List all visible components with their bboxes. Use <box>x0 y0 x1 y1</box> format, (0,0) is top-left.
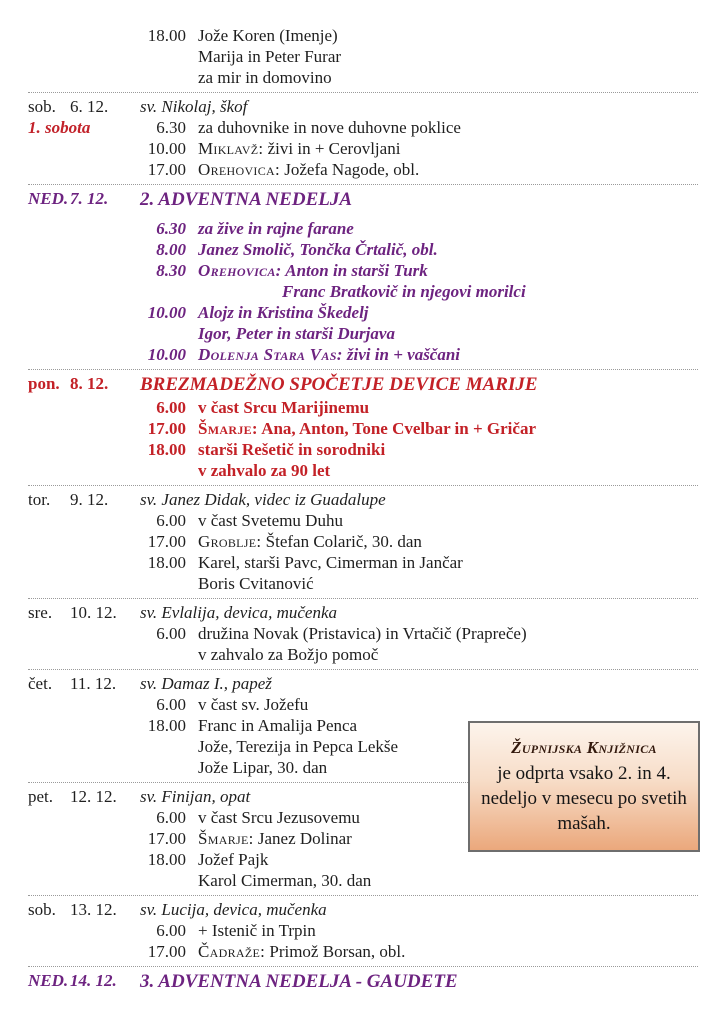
mass-text-wrap <box>198 849 268 870</box>
mass-text-wrap <box>198 941 405 962</box>
mass-text: za duhovnike in nove duhovne poklice <box>198 118 461 137</box>
mass-time: 8.30 <box>156 261 186 280</box>
mass-time: 6.00 <box>156 921 186 940</box>
mass-line <box>140 46 698 67</box>
mass-time: 17.00 <box>147 829 186 848</box>
mass-time: 10.00 <box>147 345 186 364</box>
mass-schedule <box>28 22 698 1004</box>
section-content <box>140 489 698 594</box>
section-day-column <box>28 970 140 1000</box>
mass-text-wrap <box>198 552 463 573</box>
mass-line <box>140 323 698 344</box>
mass-text-wrap <box>198 623 527 644</box>
mass-time: 17.00 <box>147 942 186 961</box>
mass-time: 17.00 <box>147 160 186 179</box>
day-label: sob. <box>28 97 56 116</box>
day-label: sob. <box>28 900 56 919</box>
schedule-section <box>28 369 698 485</box>
mass-text-wrap <box>198 239 438 260</box>
mass-line <box>140 159 698 180</box>
schedule-section <box>28 22 698 92</box>
mass-line <box>140 694 698 715</box>
mass-time <box>140 67 186 88</box>
date-label: 9. 12. <box>70 490 109 509</box>
feast-title: sv. Lucija, devica, mučenka <box>140 900 327 919</box>
feast-title: BREZMADEŽNO SPOČETJE DEVICE MARIJE <box>140 374 538 395</box>
feast-title: 2. ADVENTNA NEDELJA <box>140 189 353 210</box>
date-label: 12. 12. <box>70 787 117 806</box>
mass-time <box>140 736 186 757</box>
day-label: čet. <box>28 674 53 693</box>
day-label: sre. <box>28 603 53 622</box>
mass-text: za žive in rajne farane <box>198 219 354 238</box>
mass-line <box>140 344 698 365</box>
mass-text-wrap <box>198 807 360 828</box>
mass-location: Čadraže: <box>198 942 266 961</box>
mass-line <box>140 644 698 665</box>
mass-text: Štefan Colarič, 30. dan <box>265 532 422 551</box>
section-content <box>140 188 698 365</box>
mass-text: Boris Cvitanović <box>198 574 314 593</box>
mass-text: živi in + vaščani <box>346 345 461 364</box>
date-label: 7. 12. <box>70 189 109 208</box>
mass-text: Alojz in Kristina Škedelj <box>198 303 369 322</box>
schedule-section <box>28 895 698 966</box>
mass-text-wrap <box>198 573 314 594</box>
mass-time <box>140 870 186 891</box>
mass-text-wrap <box>198 736 398 757</box>
day-date-row <box>28 970 140 991</box>
day-date-row <box>28 188 140 209</box>
schedule-section <box>28 184 698 369</box>
mass-location: Dolenja Stara Vas: <box>198 345 343 364</box>
mass-line <box>140 941 698 962</box>
mass-text-wrap <box>198 439 385 460</box>
feast-title: sv. Evlalija, devica, mučenka <box>140 603 337 622</box>
mass-location: Šmarje: <box>198 419 258 438</box>
day-note: 1. sobota <box>28 118 91 137</box>
day-date-row <box>28 489 140 510</box>
mass-text: Jožef Pajk <box>198 850 269 869</box>
mass-line <box>140 117 698 138</box>
mass-text: Jože Lipar, 30. dan <box>198 758 328 777</box>
day-label: pet. <box>28 787 54 806</box>
mass-line <box>140 418 698 439</box>
mass-text: Karol Cimerman, 30. dan <box>198 871 372 890</box>
mass-line <box>140 397 698 418</box>
mass-time: 6.00 <box>156 808 186 827</box>
mass-text: v čast Svetemu Duhu <box>198 511 343 530</box>
mass-text-wrap <box>198 715 357 736</box>
mass-line <box>140 623 698 644</box>
mass-line <box>140 302 698 323</box>
mass-text: Jožefa Nagode, obl. <box>284 160 420 179</box>
schedule-section <box>28 598 698 669</box>
mass-text-wrap <box>198 159 419 180</box>
day-date-row <box>28 96 140 117</box>
mass-time: 6.00 <box>156 511 186 530</box>
date-label: 6. 12. <box>70 97 109 116</box>
feast-title: sv. Nikolaj, škof <box>140 97 248 116</box>
mass-line <box>140 260 698 281</box>
section-content <box>140 899 698 962</box>
mass-text: Anton in starši Turk <box>285 261 428 280</box>
date-label: 13. 12. <box>70 900 117 919</box>
mass-line <box>140 552 698 573</box>
section-day-column <box>28 673 140 778</box>
mass-time <box>140 757 186 778</box>
feast-title: sv. Finijan, opat <box>140 787 251 806</box>
mass-text-wrap <box>198 757 327 778</box>
mass-text: Karel, starši Pavc, Cimerman in Jančar <box>198 553 463 572</box>
mass-text-wrap <box>198 218 354 239</box>
mass-text-wrap <box>198 870 371 891</box>
feast-title: 3. ADVENTNA NEDELJA - GAUDETE <box>140 971 458 992</box>
section-day-column <box>28 96 140 180</box>
mass-text: Igor, Peter in starši Durjava <box>198 324 395 343</box>
mass-text: Janez Dolinar <box>257 829 352 848</box>
section-content <box>140 25 698 88</box>
mass-line <box>140 920 698 941</box>
library-box-text: je odprta vsako 2. in 4. nedeljo v mesecu po svetih mašah. <box>481 763 687 834</box>
mass-text-wrap <box>198 46 341 67</box>
mass-text: Primož Borsan, obl. <box>269 942 406 961</box>
mass-text: za mir in domovino <box>198 68 332 87</box>
section-content <box>140 373 698 481</box>
mass-line <box>140 67 698 88</box>
mass-time: 18.00 <box>147 26 186 45</box>
mass-line <box>140 239 698 260</box>
mass-line <box>140 25 698 46</box>
mass-text-wrap <box>198 260 428 281</box>
section-day-column <box>28 899 140 962</box>
mass-text: živi in + Cerovljani <box>267 139 401 158</box>
library-box <box>468 721 700 852</box>
mass-time <box>140 281 186 302</box>
mass-line <box>140 281 698 302</box>
mass-time <box>140 644 186 665</box>
day-date-row <box>28 786 140 807</box>
mass-text-wrap <box>198 67 332 88</box>
date-label: 8. 12. <box>70 374 109 393</box>
mass-time: 6.00 <box>156 695 186 714</box>
mass-line <box>140 218 698 239</box>
mass-text-wrap <box>198 117 461 138</box>
mass-text: starši Rešetič in sorodniki <box>198 440 386 459</box>
mass-location: Šmarje: <box>198 829 254 848</box>
mass-time: 6.30 <box>156 118 186 137</box>
mass-line <box>140 460 698 481</box>
mass-time: 17.00 <box>147 419 186 438</box>
mass-text: Franc in Amalija Penca <box>198 716 358 735</box>
mass-text: Janez Smolič, Tončka Črtalič, obl. <box>198 240 438 259</box>
mass-location: Orehovica: <box>198 160 280 179</box>
day-label: NED. <box>28 189 69 208</box>
section-day-column <box>28 602 140 665</box>
section-day-column <box>28 489 140 594</box>
date-label: 14. 12. <box>70 971 117 990</box>
mass-time <box>140 460 186 481</box>
mass-text-wrap <box>198 323 395 344</box>
mass-line <box>140 870 698 891</box>
mass-time: 18.00 <box>147 716 186 735</box>
mass-text-wrap <box>198 694 308 715</box>
mass-text-wrap <box>198 531 422 552</box>
mass-location: Orehovica: <box>198 261 282 280</box>
section-day-column <box>28 25 140 88</box>
mass-text: Jože Koren (Imenje) <box>198 26 338 45</box>
mass-time: 6.00 <box>156 624 186 643</box>
mass-text-wrap <box>198 920 316 941</box>
mass-time <box>140 46 186 67</box>
date-label: 10. 12. <box>70 603 117 622</box>
section-day-column <box>28 373 140 481</box>
mass-text: Marija in Peter Furar <box>198 47 342 66</box>
section-day-column <box>28 786 140 891</box>
mass-text-wrap <box>198 510 343 531</box>
schedule-section <box>28 966 698 1004</box>
mass-time: 10.00 <box>147 303 186 322</box>
mass-text-wrap <box>198 418 536 439</box>
day-label: NED. <box>28 971 69 990</box>
mass-time: 6.30 <box>156 219 186 238</box>
day-label: pon. <box>28 374 60 393</box>
mass-text: v čast Srcu Marijinemu <box>198 398 370 417</box>
schedule-section <box>28 92 698 184</box>
mass-text-wrap <box>282 281 526 302</box>
day-date-row <box>28 373 140 394</box>
mass-text: v čast Srcu Jezusovemu <box>198 808 360 827</box>
schedule-section <box>28 485 698 598</box>
library-box-title: Župnijska Knjižnica <box>511 738 657 757</box>
mass-line <box>140 439 698 460</box>
mass-text: + Istenič in Trpin <box>198 921 316 940</box>
mass-text-wrap <box>198 25 338 46</box>
mass-text-wrap <box>198 828 352 849</box>
mass-line <box>140 531 698 552</box>
mass-line <box>140 138 698 159</box>
mass-location: Miklavž: <box>198 139 264 158</box>
mass-text: Ana, Anton, Tone Cvelbar in + Gričar <box>261 419 537 438</box>
section-content <box>140 96 698 180</box>
mass-time: 8.00 <box>156 240 186 259</box>
date-label: 11. 12. <box>70 674 117 693</box>
mass-time: 17.00 <box>147 532 186 551</box>
mass-text-wrap <box>198 460 330 481</box>
mass-text-wrap <box>198 302 369 323</box>
mass-text: v zahvalo za 90 let <box>198 461 331 480</box>
mass-text-wrap <box>198 344 460 365</box>
day-label: tor. <box>28 490 51 509</box>
mass-location: Groblje: <box>198 532 262 551</box>
day-date-row <box>28 602 140 623</box>
mass-line <box>140 573 698 594</box>
mass-time: 10.00 <box>147 139 186 158</box>
mass-time: 6.00 <box>156 398 186 417</box>
mass-text: v čast sv. Jožefu <box>198 695 309 714</box>
mass-text: Jože, Terezija in Pepca Lekše <box>198 737 399 756</box>
mass-text-wrap <box>198 644 378 665</box>
mass-time: 18.00 <box>147 440 186 459</box>
section-day-column <box>28 188 140 365</box>
mass-line <box>140 849 698 870</box>
mass-text-wrap <box>198 397 369 418</box>
mass-text: družina Novak (Pristavica) in Vrtačič (Prapreče) <box>198 624 527 643</box>
section-content <box>140 970 698 1000</box>
mass-text: Franc Bratkovič in njegovi morilci <box>282 282 526 301</box>
feast-title: sv. Janez Didak, videc iz Guadalupe <box>140 490 386 509</box>
mass-time: 18.00 <box>147 850 186 869</box>
section-content <box>140 602 698 665</box>
mass-text-wrap <box>198 138 400 159</box>
day-date-row <box>28 673 140 694</box>
mass-text: v zahvalo za Božjo pomoč <box>198 645 379 664</box>
day-date-row <box>28 899 140 920</box>
mass-time <box>140 323 186 344</box>
mass-line <box>140 510 698 531</box>
mass-time <box>140 573 186 594</box>
mass-time: 18.00 <box>147 553 186 572</box>
feast-title: sv. Damaz I., papež <box>140 674 272 693</box>
